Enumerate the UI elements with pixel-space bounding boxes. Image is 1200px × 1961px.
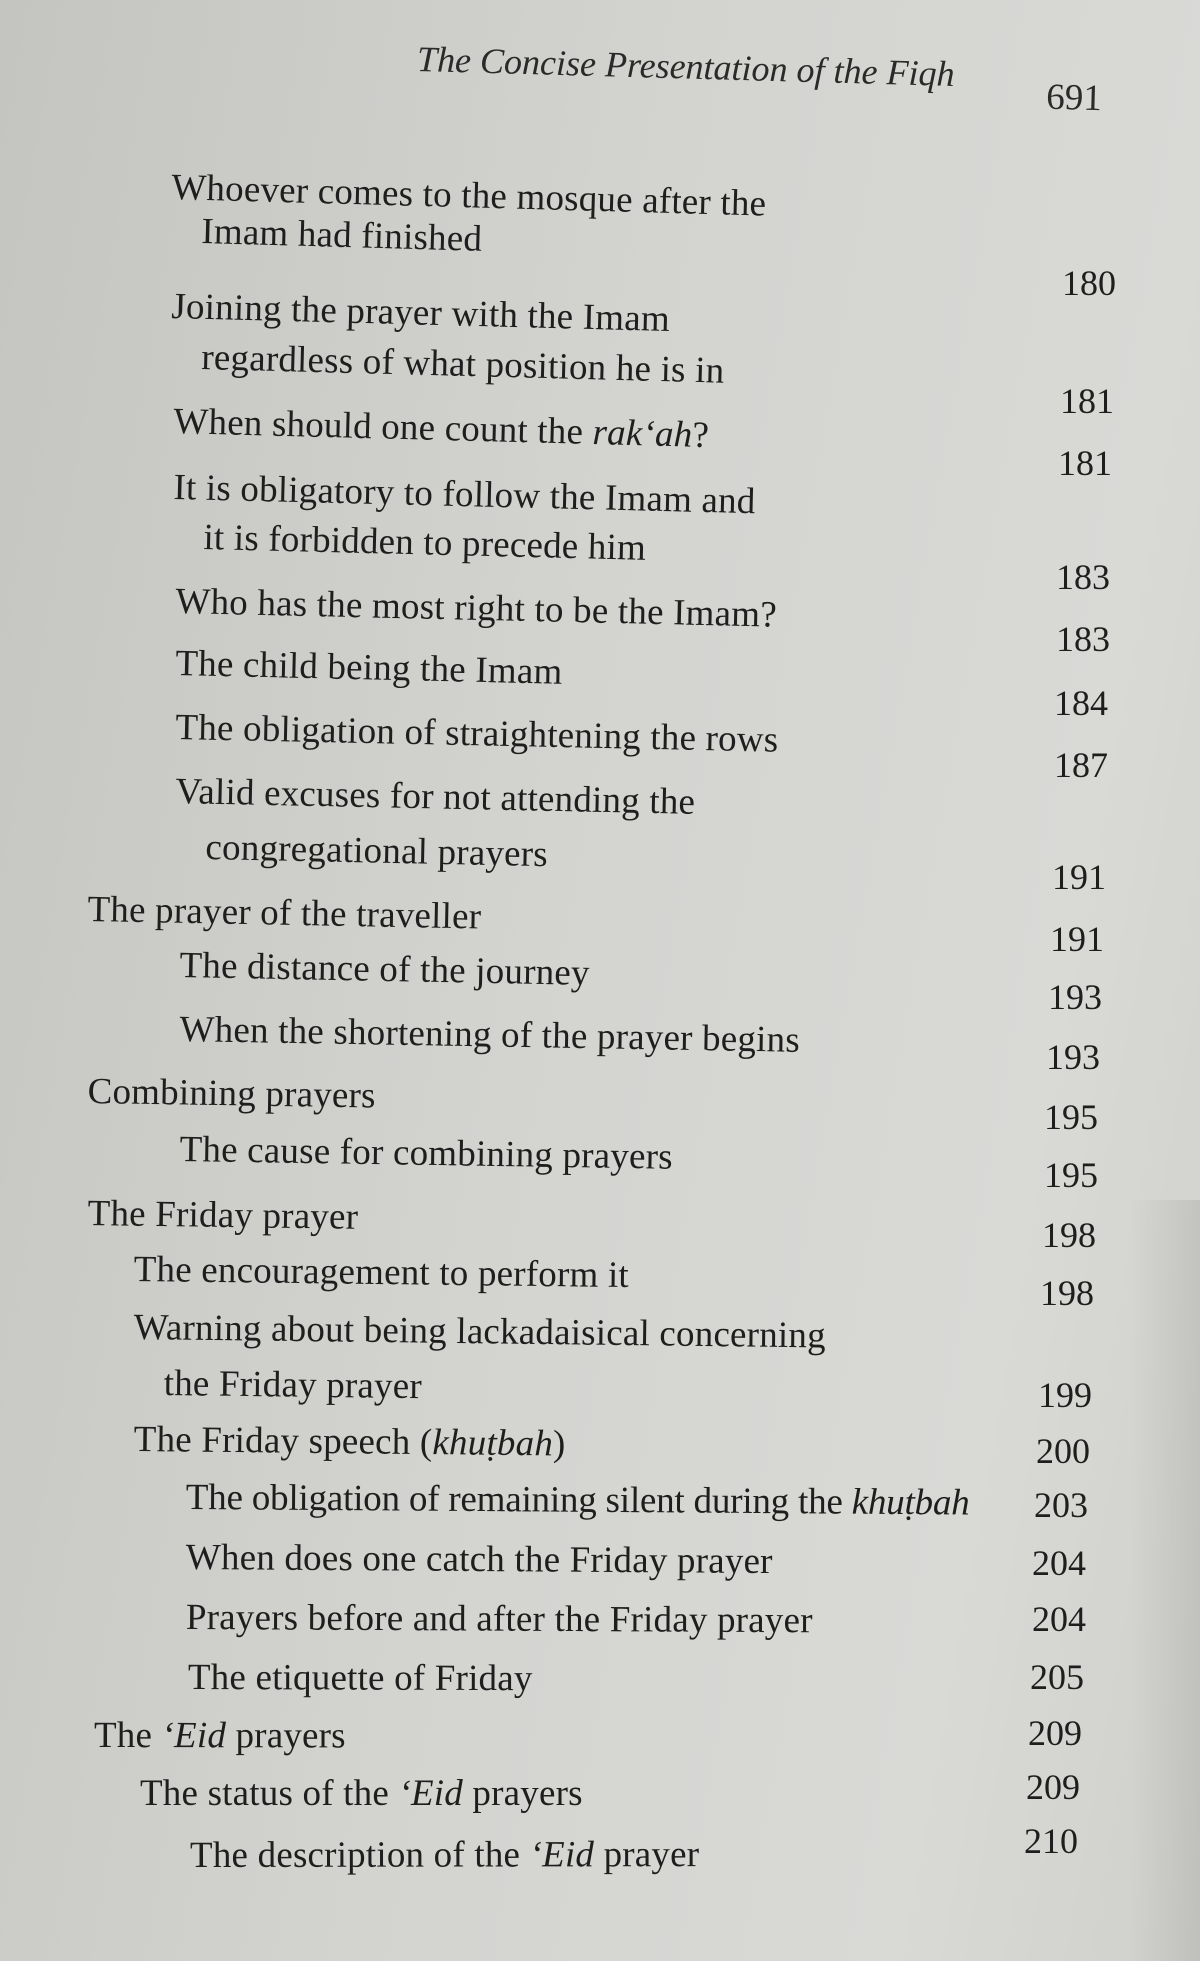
- toc-entry-page: 181: [1060, 381, 1114, 421]
- toc-entry-title: The distance of the journey: [179, 944, 591, 994]
- toc-entry-page: 180: [1062, 263, 1116, 303]
- toc-entry-title: Who has the most right to be the Imam?: [175, 580, 778, 636]
- toc-entry-page: 210: [1024, 1821, 1078, 1861]
- toc-entry-title: Valid excuses for not attending the: [175, 770, 696, 823]
- toc-entry-title: The cause for combining prayers: [179, 1128, 674, 1178]
- toc-entry-title-continued: it is forbidden to precede him: [202, 516, 647, 569]
- page-fold-shadow: [1130, 1200, 1200, 1961]
- toc-entry-title-continued: the Friday prayer: [163, 1362, 423, 1408]
- toc-entry-page: 191: [1052, 857, 1106, 897]
- toc-section-title: The prayer of the traveller: [87, 888, 482, 938]
- toc-entry-title: The child being the Imam: [175, 642, 563, 693]
- toc-entry-page: 195: [1044, 1155, 1098, 1195]
- toc-entry-page: 181: [1058, 443, 1112, 483]
- toc-entry-title: Warning about being lackadaisical concerning: [133, 1306, 827, 1357]
- toc-entry-title: The description of the ‘Eid prayer: [190, 1834, 700, 1876]
- toc-entry-title: The obligation of remaining silent during the khuṭbah: [185, 1477, 970, 1524]
- toc-entry-title-continued: regardless of what position he is in: [200, 336, 725, 392]
- toc-entry-title: When does one catch the Friday prayer: [185, 1537, 773, 1583]
- toc-entry-page: 198: [1042, 1215, 1096, 1255]
- toc-entry-page: 193: [1046, 1037, 1100, 1077]
- toc-entry-title-continued: Imam had finished: [200, 210, 483, 260]
- toc-entry-page: 199: [1038, 1375, 1092, 1415]
- toc-entry-title: When should one count the rak‘ah?: [172, 400, 710, 457]
- toc-entry-page: 187: [1054, 745, 1108, 785]
- toc-entry-page: 184: [1054, 683, 1108, 723]
- toc-entry-page: 191: [1050, 919, 1104, 959]
- toc-entry-page: 183: [1056, 619, 1110, 659]
- toc-entry-title: Joining the prayer with the Imam: [170, 285, 671, 341]
- toc-entry-title: Whoever comes to the mosque after the: [170, 166, 767, 225]
- toc-section-title: The ‘Eid prayers: [93, 1715, 346, 1757]
- toc-entry-page: 195: [1044, 1097, 1098, 1137]
- toc-entry-title: When the shortening of the prayer begins: [179, 1008, 801, 1061]
- toc-section-title: Combining prayers: [87, 1070, 377, 1117]
- toc-entry-page: 203: [1034, 1485, 1088, 1525]
- toc-entry-title: The obligation of straightening the rows: [175, 706, 779, 761]
- toc-entry-page: 204: [1032, 1599, 1086, 1639]
- toc-entry-page: 193: [1048, 977, 1102, 1017]
- toc-entry-title-continued: congregational prayers: [205, 826, 549, 876]
- toc-entry-title: It is obligatory to follow the Imam and: [172, 466, 757, 523]
- toc-entry-title: The encouragement to perform it: [133, 1248, 630, 1297]
- toc-entry-page: 183: [1056, 557, 1110, 597]
- toc-entry-page: 205: [1030, 1657, 1084, 1697]
- toc-entry-page: 209: [1026, 1767, 1080, 1807]
- page-number: 691: [1045, 76, 1103, 120]
- running-title: The Concise Presentation of the Fiqh: [416, 38, 956, 94]
- toc-section-title: The Friday prayer: [87, 1192, 359, 1238]
- toc-entry-title: The status of the ‘Eid prayers: [140, 1773, 583, 1814]
- toc-entry-title: The Friday speech (khuṭbah): [133, 1419, 566, 1465]
- toc-entry-page: 198: [1040, 1273, 1094, 1313]
- toc-entry-page: 209: [1028, 1713, 1082, 1753]
- toc-entry-page: 200: [1036, 1431, 1090, 1471]
- toc-entry-page: 204: [1032, 1543, 1086, 1583]
- toc-entry-title: The etiquette of Friday: [187, 1657, 533, 1700]
- toc-entry-title: Prayers before and after the Friday prayer: [185, 1597, 813, 1642]
